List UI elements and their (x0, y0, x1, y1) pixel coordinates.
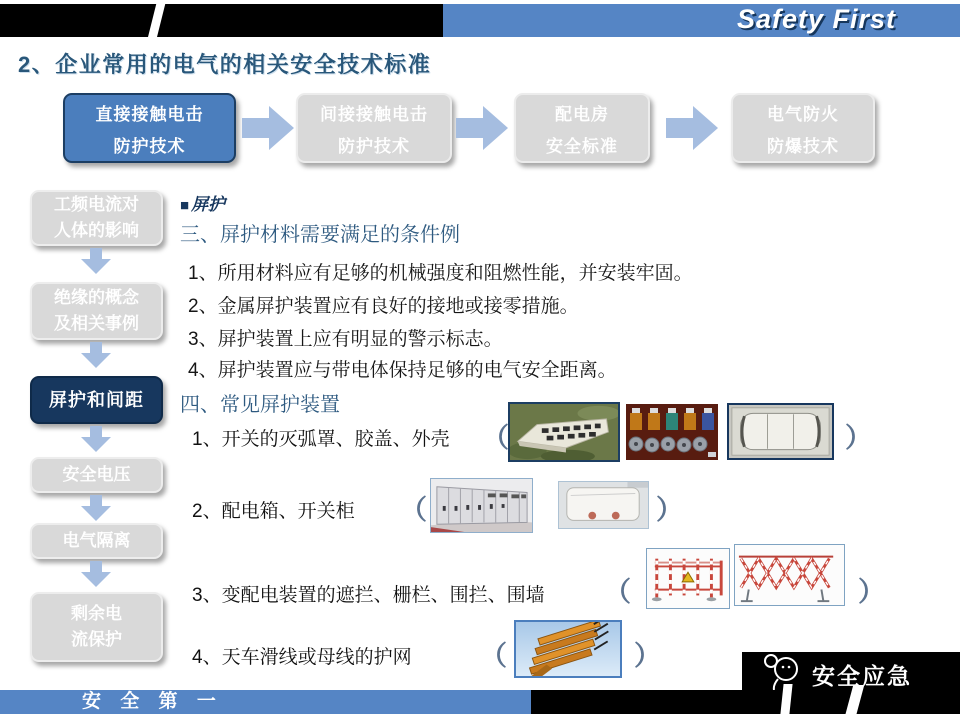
down-arrow-icon (81, 426, 111, 452)
bracket-open: （ (604, 577, 631, 607)
footer-slogan-bar: 安 全 第 一 (0, 690, 531, 714)
flow-step-line: 直接接触电击 (95, 104, 204, 124)
sidebar-item-shielding-active[interactable] (30, 376, 163, 424)
bracket-close: ） (858, 577, 885, 607)
bracket-open: （ (480, 641, 507, 671)
flow-step-line: 防爆技术 (767, 136, 839, 156)
bracket-open: （ (400, 495, 427, 525)
header-black-bar (0, 4, 443, 37)
device-row-label: 3、变配电装置的遮拦、栅栏、围拦、围墙 (192, 585, 545, 606)
heading-conditions: 三、屏护材料需要满足的条件例 (180, 224, 460, 246)
condition-item: 2、金属屏护装置应有良好的接地或接零措施。 (188, 296, 579, 317)
down-arrow-icon (81, 495, 111, 521)
brand-banner: Safety First (736, 4, 896, 34)
flow-arrow-icon (242, 104, 294, 152)
switchgear-cabinets-photo (430, 478, 533, 533)
flow-step-indirect-contact[interactable] (296, 93, 452, 163)
bracket-open: （ (482, 423, 509, 453)
flow-step-line: 配电房 (555, 104, 609, 124)
section-title: 屏护 (191, 195, 226, 215)
condition-item: 3、屏护装置上应有明显的警示标志。 (188, 329, 503, 350)
expandable-barrier-photo (734, 544, 845, 606)
sidebar-item-line: 屏护和间距 (49, 390, 144, 410)
bracket-close: ） (634, 641, 661, 671)
condition-item: 1、所用材料应有足够的机械强度和阻燃性能，并安装牢固。 (188, 263, 693, 284)
flow-step-line: 安全标准 (546, 136, 618, 156)
sidebar-item-power-frequency[interactable] (30, 190, 163, 246)
down-arrow-icon (81, 248, 111, 274)
device-row-label: 1、开关的灭弧罩、胶盖、外壳 (192, 429, 450, 450)
sidebar-item-safe-voltage[interactable] (30, 457, 163, 493)
square-bullet-icon: ■ (180, 197, 190, 214)
condition-item: 4、屏护装置应与带电体保持足够的电气安全距离。 (188, 360, 617, 381)
distribution-box-photo (558, 481, 649, 529)
section-marker-line (180, 190, 225, 215)
sidebar-item-line: 工频电流对 (54, 195, 139, 214)
flow-arrow-icon (456, 104, 508, 152)
sidebar-item-line: 人体的影响 (54, 221, 139, 240)
sidebar-item-line: 流保护 (71, 630, 122, 649)
flow-arrow-icon (666, 104, 718, 152)
heading-devices: 四、常见屏护装置 (180, 394, 340, 416)
down-arrow-icon (81, 561, 111, 587)
safety-fence-square-photo (646, 548, 730, 609)
flow-step-line: 电气防火 (767, 104, 839, 124)
device-row-label: 2、配电箱、开关柜 (192, 501, 355, 522)
sidebar-item-line: 电气隔离 (62, 531, 131, 550)
sidebar-item-insulation[interactable] (30, 282, 163, 340)
bracket-close: ） (656, 495, 683, 525)
wall-switch-photo (727, 403, 834, 460)
sidebar-item-line: 及相关事例 (54, 314, 139, 333)
insulating-covers-parts-photo (626, 404, 718, 460)
footer-black-bar (531, 690, 960, 714)
flow-step-line: 防护技术 (113, 136, 186, 156)
flow-step-line: 间接接触电击 (320, 104, 428, 124)
sidebar-item-line: 剩余电 (71, 604, 122, 623)
sidebar-item-line: 绝缘的概念 (54, 288, 139, 307)
device-row-label: 4、天车滑线或母线的护网 (192, 647, 412, 668)
sidebar-item-electrical-isolation[interactable] (30, 523, 163, 559)
flow-step-fire-explosion[interactable] (731, 93, 875, 163)
flow-step-direct-contact[interactable] (63, 93, 236, 163)
bracket-close: ） (845, 423, 872, 453)
down-arrow-icon (81, 342, 111, 368)
mascot-logo-icon (756, 652, 806, 690)
sidebar-item-residual-current[interactable] (30, 592, 163, 662)
footer-brand-text: 安全应急 (812, 663, 912, 689)
flow-step-line: 防护技术 (338, 136, 410, 156)
page-title: 2、企业常用的电气的相关安全技术标准 (18, 52, 432, 77)
flow-step-distribution-room[interactable] (514, 93, 650, 163)
sidebar-item-line: 安全电压 (62, 465, 131, 484)
arc-chute-cover-photo (508, 402, 620, 462)
busbar-guard-net-photo (514, 620, 622, 678)
